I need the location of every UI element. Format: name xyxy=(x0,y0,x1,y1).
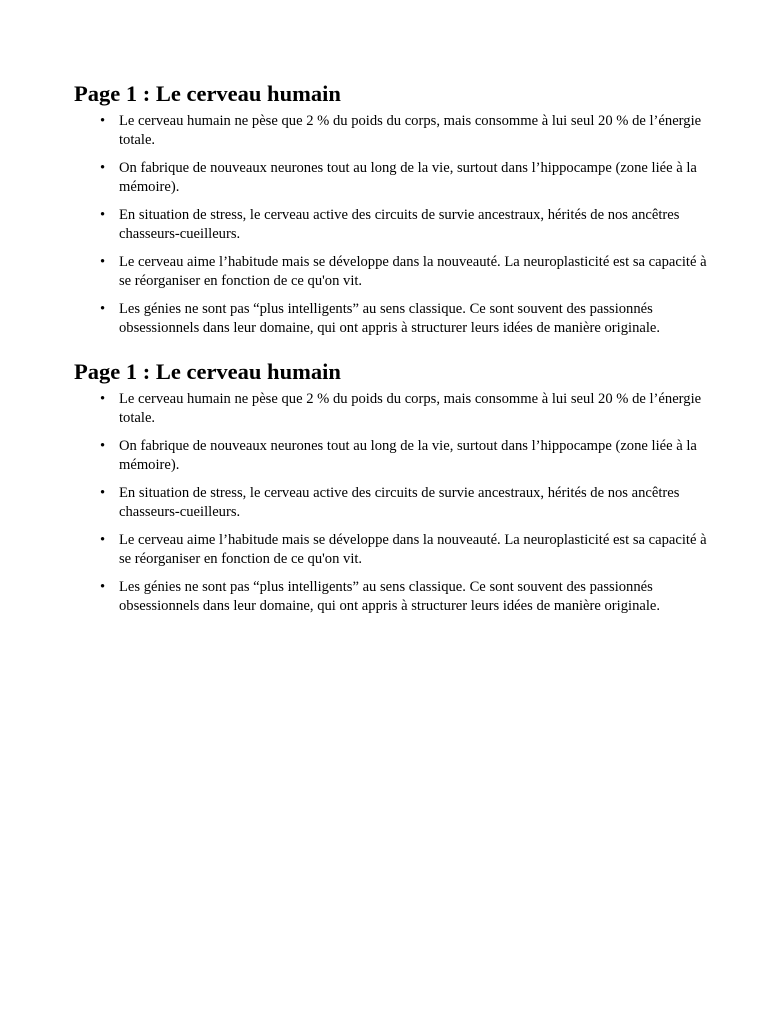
bullet-icon: • xyxy=(100,532,106,548)
list-item xyxy=(100,112,714,150)
list-item xyxy=(100,437,714,475)
list-item xyxy=(100,531,714,569)
bullet-icon: • xyxy=(100,438,106,454)
bullet-icon: • xyxy=(100,113,106,129)
bullet-list xyxy=(74,112,714,338)
list-item-text: On fabrique de nouveaux neurones tout au long de la vie, surtout dans l’hippocampe (zone liée à la mémoire). xyxy=(119,438,697,473)
list-item-text: Le cerveau aime l’habitude mais se développe dans la nouveauté. La neuroplasticité est sa capacité à se réorganiser en fonction de ce qu'on vit. xyxy=(119,254,707,289)
list-item-text: En situation de stress, le cerveau active des circuits de survie ancestraux, hérités de nos ancêtres chasseurs-cueilleurs. xyxy=(119,207,680,242)
section-title: Page 1 : Le cerveau humain xyxy=(74,81,341,106)
list-item xyxy=(100,484,714,522)
list-item-text: Le cerveau humain ne pèse que 2 % du poids du corps, mais consomme à lui seul 20 % de l’énergie totale. xyxy=(119,391,702,426)
list-item-text: En situation de stress, le cerveau active des circuits de survie ancestraux, hérités de nos ancêtres chasseurs-cueilleurs. xyxy=(119,485,680,520)
section-1 xyxy=(74,80,714,338)
section-2 xyxy=(74,358,714,616)
list-item xyxy=(100,300,714,338)
list-item-text: Le cerveau humain ne pèse que 2 % du poids du corps, mais consomme à lui seul 20 % de l’énergie totale. xyxy=(119,113,702,148)
bullet-icon: • xyxy=(100,301,106,317)
list-item-text: On fabrique de nouveaux neurones tout au long de la vie, surtout dans l’hippocampe (zone liée à la mémoire). xyxy=(119,160,697,195)
bullet-icon: • xyxy=(100,254,106,270)
list-item-text: Les génies ne sont pas “plus intelligents” au sens classique. Ce sont souvent des passionnés obsessionnels dans leur domaine, qui ont appris à structurer leurs idées de manière originale. xyxy=(119,301,661,336)
bullet-icon: • xyxy=(100,160,106,176)
list-item xyxy=(100,159,714,197)
list-item xyxy=(100,578,714,616)
list-item-text: Le cerveau aime l’habitude mais se développe dans la nouveauté. La neuroplasticité est sa capacité à se réorganiser en fonction de ce qu'on vit. xyxy=(119,532,707,567)
bullet-icon: • xyxy=(100,485,106,501)
bullet-icon: • xyxy=(100,207,106,223)
bullet-icon: • xyxy=(100,579,106,595)
bullet-icon: • xyxy=(100,391,106,407)
list-item xyxy=(100,206,714,244)
list-item xyxy=(100,253,714,291)
list-item-text: Les génies ne sont pas “plus intelligents” au sens classique. Ce sont souvent des passionnés obsessionnels dans leur domaine, qui ont appris à structurer leurs idées de manière originale. xyxy=(119,579,661,614)
bullet-list xyxy=(74,390,714,616)
list-item xyxy=(100,390,714,428)
section-title: Page 1 : Le cerveau humain xyxy=(74,359,341,384)
